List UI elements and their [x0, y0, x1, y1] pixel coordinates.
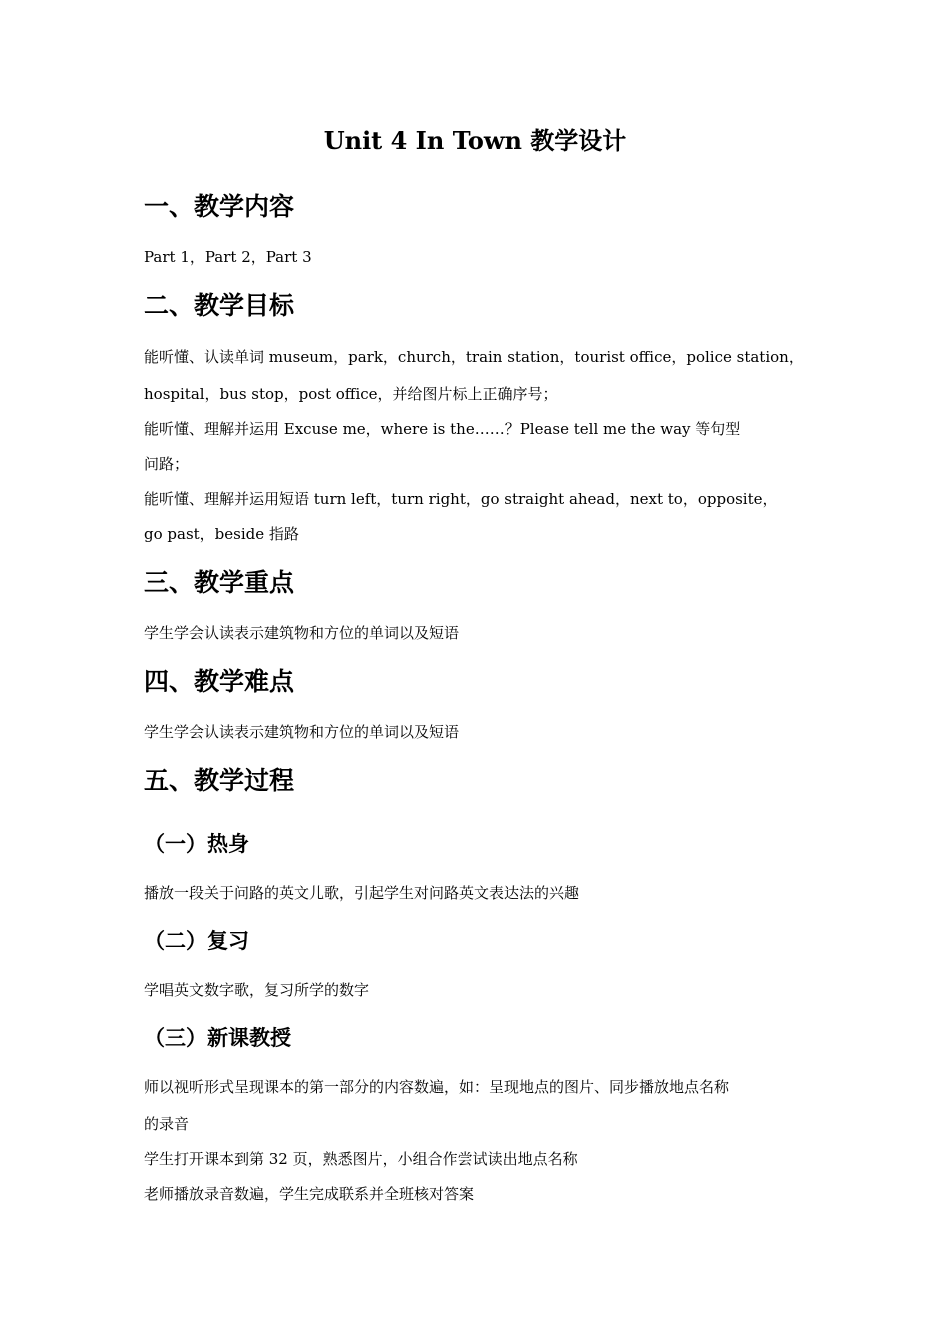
- process-line: 学生打开课本到第 32 页，熟悉图片，小组合作尝试读出地点名称: [144, 1150, 578, 1168]
- process-line: 老师播放录音数遍，学生完成联系并全班核对答案: [144, 1185, 475, 1203]
- section-heading-difficulties: 四、教学难点: [144, 667, 295, 696]
- goal-line: 能听懂、认读单词 museum，park，church，train station，tourist office，police station，: [144, 348, 804, 366]
- key-point-line: 学生学会认读表示建筑物和方位的单词以及短语: [144, 624, 460, 642]
- process-line: 学唱英文数字歌，复习所学的数字: [144, 981, 370, 999]
- section-heading-key-points: 三、教学重点: [144, 568, 295, 597]
- process-line: 师以视听形式呈现课本的第一部分的内容数遍，如：呈现地点的图片、同步播放地点名称: [144, 1078, 730, 1096]
- content-line: Part 1，Part 2，Part 3: [144, 248, 312, 266]
- difficulty-line: 学生学会认读表示建筑物和方位的单词以及短语: [144, 723, 460, 741]
- process-line: 播放一段关于问路的英文儿歌，引起学生对问路英文表达法的兴趣: [144, 884, 580, 902]
- document-title: Unit 4 In Town 教学设计: [323, 126, 627, 155]
- process-line: 的录音: [144, 1115, 190, 1133]
- subsection-heading-review: （二）复习: [144, 928, 249, 953]
- section-heading-teaching-process: 五、教学过程: [144, 766, 295, 795]
- goal-line: hospital，bus stop，post office，并给图片标上正确序号；: [144, 385, 558, 403]
- section-heading-teaching-goals: 二、教学目标: [144, 291, 295, 320]
- goal-line: 能听懂、理解并运用短语 turn left，turn right，go straight ahead，next to，opposite，: [144, 490, 778, 508]
- section-heading-teaching-content: 一、教学内容: [144, 192, 295, 221]
- subsection-heading-new-lesson: （三）新课教授: [144, 1025, 291, 1050]
- goal-line: go past，beside 指路: [144, 525, 299, 543]
- goal-line: 问路；: [144, 455, 190, 473]
- subsection-heading-warm-up: （一）热身: [144, 831, 249, 856]
- goal-line: 能听懂、理解并运用 Excuse me，where is the……？Please tell me the way 等句型: [144, 420, 741, 438]
